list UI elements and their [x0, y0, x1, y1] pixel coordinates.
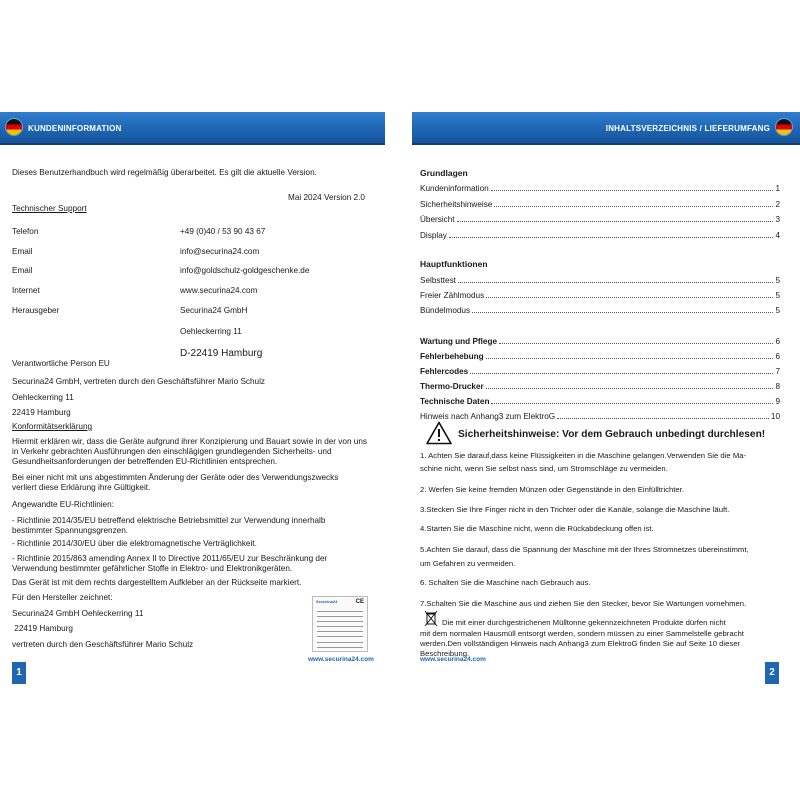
signer-city: 22419 Hamburg	[12, 624, 73, 633]
contact-value-publisher: Securina24 GmbH	[180, 306, 248, 315]
left-header-title: KUNDENINFORMATION	[28, 124, 122, 133]
toc-entry[interactable]: Freier Zählmodus 5	[420, 291, 780, 300]
safety-2: 2. Werfen Sie keine fremden Münzen oder Gegenstände in den Einfülltrichter.	[420, 485, 684, 494]
publisher-street: Oehleckerring 11	[180, 327, 242, 336]
safety-5b: um Gefahren zu vermeiden.	[420, 559, 516, 568]
right-header-band	[412, 112, 800, 145]
toc-entry[interactable]: Übersicht 3	[420, 215, 780, 224]
product-label-sticker	[312, 596, 368, 652]
left-page-number: 1	[12, 662, 26, 684]
toc-entry[interactable]: Thermo-Drucker 8	[420, 382, 780, 391]
right-website: www.securina24.com	[420, 656, 486, 663]
conformity-heading: Konformitätserklärung	[12, 422, 93, 431]
responsible-city: 22419 Hamburg	[12, 408, 71, 417]
right-page-number: 2	[765, 662, 779, 684]
disposal-line-2: mit dem normalen Hausmüll entsorgt werden, sondern müssen zu einer Sammelstelle gebracht	[420, 629, 744, 638]
signer-representative: vertreten durch den Geschäftsführer Mario Schulz	[12, 640, 194, 649]
conformity-paragraph-1: Hiermit erklären wir, dass die Geräte aufgrund ihrer Konzipierung und Bauart sowie in der von uns in Verkehr gebrachten Ausführungen den einschlägigen grundlegenden Sicherheits- und Gesundheitsanforderungen der betreffenden EU-Richtlinien entsprechen.	[12, 437, 367, 466]
responsible-person-label: Verantwortliche Person EU	[12, 359, 110, 368]
safety-6: 6. Schalten Sie die Maschine nach Gebrauch aus.	[420, 578, 591, 587]
contact-value-phone: +49 (0)40 / 53 90 43 67	[180, 227, 266, 236]
version-text: Mai 2024 Version 2.0	[288, 193, 365, 202]
left-page	[0, 0, 385, 800]
right-header-title: INHALTSVERZEICHNIS / LIEFERUMFANG	[605, 124, 770, 133]
toc-section-main-functions: Hauptfunktionen	[420, 259, 488, 269]
support-heading: Technischer Support	[12, 204, 87, 213]
toc-entry[interactable]: Sicherheitshinweise 2	[420, 200, 780, 209]
ce-mark: CE	[355, 599, 364, 605]
warning-triangle-icon	[426, 421, 452, 445]
warning-title: Sicherheitshinweise: Vor dem Gebrauch unbedingt durchlesen!	[458, 429, 766, 440]
toc-entry[interactable]: Fehlercodes 7	[420, 367, 780, 376]
toc-entry[interactable]: Wartung und Pflege 6	[420, 337, 780, 346]
toc-entry[interactable]: Selbsttest 5	[420, 276, 780, 285]
eu-directive-1: - Richtlinie 2014/35/EU betreffend elektrische Betriebsmittel zur Verwendung innerhalb bestimmter Spannungsgrenzen.	[12, 516, 326, 535]
publisher-city: D-22419 Hamburg	[180, 348, 263, 359]
signer-label: Für den Hersteller zeichnet:	[12, 593, 113, 602]
toc-section-basics: Grundlagen	[420, 168, 468, 178]
responsible-company: Securina24 GmbH, vertreten durch den Geschäftsführer Mario Schulz	[12, 377, 266, 386]
left-header-band	[0, 112, 385, 145]
crossed-bin-icon	[424, 610, 438, 627]
safety-1a: 1. Achten Sie darauf,dass keine Flüssigkeiten in die Maschine gelangen.Verwenden Sie die Ma-	[420, 451, 747, 460]
german-flag-icon	[6, 119, 22, 135]
toc-entry[interactable]: Kundeninformation 1	[420, 184, 780, 193]
disposal-line-3: werden.Den vollständigen Hinweis nach Anhang3 zum ElektroG finden Sie auf Seite 10 dieser	[420, 639, 741, 648]
contact-label-internet: Internet	[12, 286, 40, 295]
eu-directives-heading: Angewandte EU-Richtlinien:	[12, 500, 114, 509]
contact-value-email: info@securina24.com	[180, 247, 260, 256]
contact-value-email-2: info@goldschulz-goldgeschenke.de	[180, 266, 310, 275]
german-flag-icon	[776, 119, 792, 135]
disposal-line-1: Die mit einer durchgestrichenen Mülltonne gekennzeichneten Produkte dürfen nicht	[442, 618, 726, 627]
signer-company: Securina24 GmbH Oehleckerring 11	[12, 609, 144, 618]
safety-4: 4.Starten Sie die Maschine nicht, wenn die Rückabdeckung offen ist.	[420, 524, 654, 533]
sticker-note: Das Gerät ist mit dem rechts dargestelltem Aufkleber an der Rückseite markiert.	[12, 578, 302, 587]
toc-entry[interactable]: Fehlerbehebung 6	[420, 352, 780, 361]
toc-entry[interactable]: Display 4	[420, 231, 780, 240]
right-page	[412, 0, 800, 800]
disposal-line-4: Beschreibung.	[420, 649, 470, 658]
toc-entry[interactable]: Technische Daten 9	[420, 397, 780, 406]
contact-label-email: Email	[12, 247, 33, 256]
eu-directive-3: - Richtlinie 2015/863 amending Annex II to Directive 2011/65/EU zur Beschränkung der Verwendung bestimmter gefährlicher Stoffe in Elektro- und Elektronikgeräten.	[12, 554, 328, 573]
eu-directive-2: - Richtlinie 2014/30/EU über die elektromagnetische Verträglichkeit.	[12, 539, 257, 548]
left-website: www.securina24.com	[308, 656, 374, 663]
contact-value-internet: www.securina24.com	[180, 286, 258, 295]
contact-label-email-2: Email	[12, 266, 33, 275]
toc-entry[interactable]: Bündelmodus 5	[420, 306, 780, 315]
contact-label-publisher: Herausgeber	[12, 306, 60, 315]
toc-entry[interactable]: Hinweis nach Anhang3 zum ElektroG 10	[420, 412, 780, 421]
intro-text: Dieses Benutzerhandbuch wird regelmäßig überarbeitet. Es gilt die aktuelle Version.	[12, 168, 317, 177]
contact-label-phone: Telefon	[12, 227, 39, 236]
safety-3: 3.Stecken Sie Ihre Finger nicht in den Trichter oder die Kanäle, solange die Maschine läuft.	[420, 505, 730, 514]
safety-5a: 5.Achten Sie darauf, dass die Spannung der Maschine mit der Ihres Stromnetzes übereinstimmt,	[420, 545, 749, 554]
safety-7: 7.Schalten Sie die Maschine aus und ziehen Sie den Stecker, bevor Sie Wartungen vornehmen.	[420, 599, 747, 608]
conformity-paragraph-2: Bei einer nicht mit uns abgestimmten Änderung der Geräte oder des Verwendungszwecks verliert diese Erklärung ihre Gültigkeit.	[12, 473, 339, 492]
safety-1b: schine nicht, wenn Sie selbst nass sind, um Stromschläge zu vermeiden.	[420, 464, 668, 473]
responsible-street: Oehleckerring 11	[12, 393, 74, 402]
sticker-brand-logo: Securina24	[316, 599, 338, 604]
